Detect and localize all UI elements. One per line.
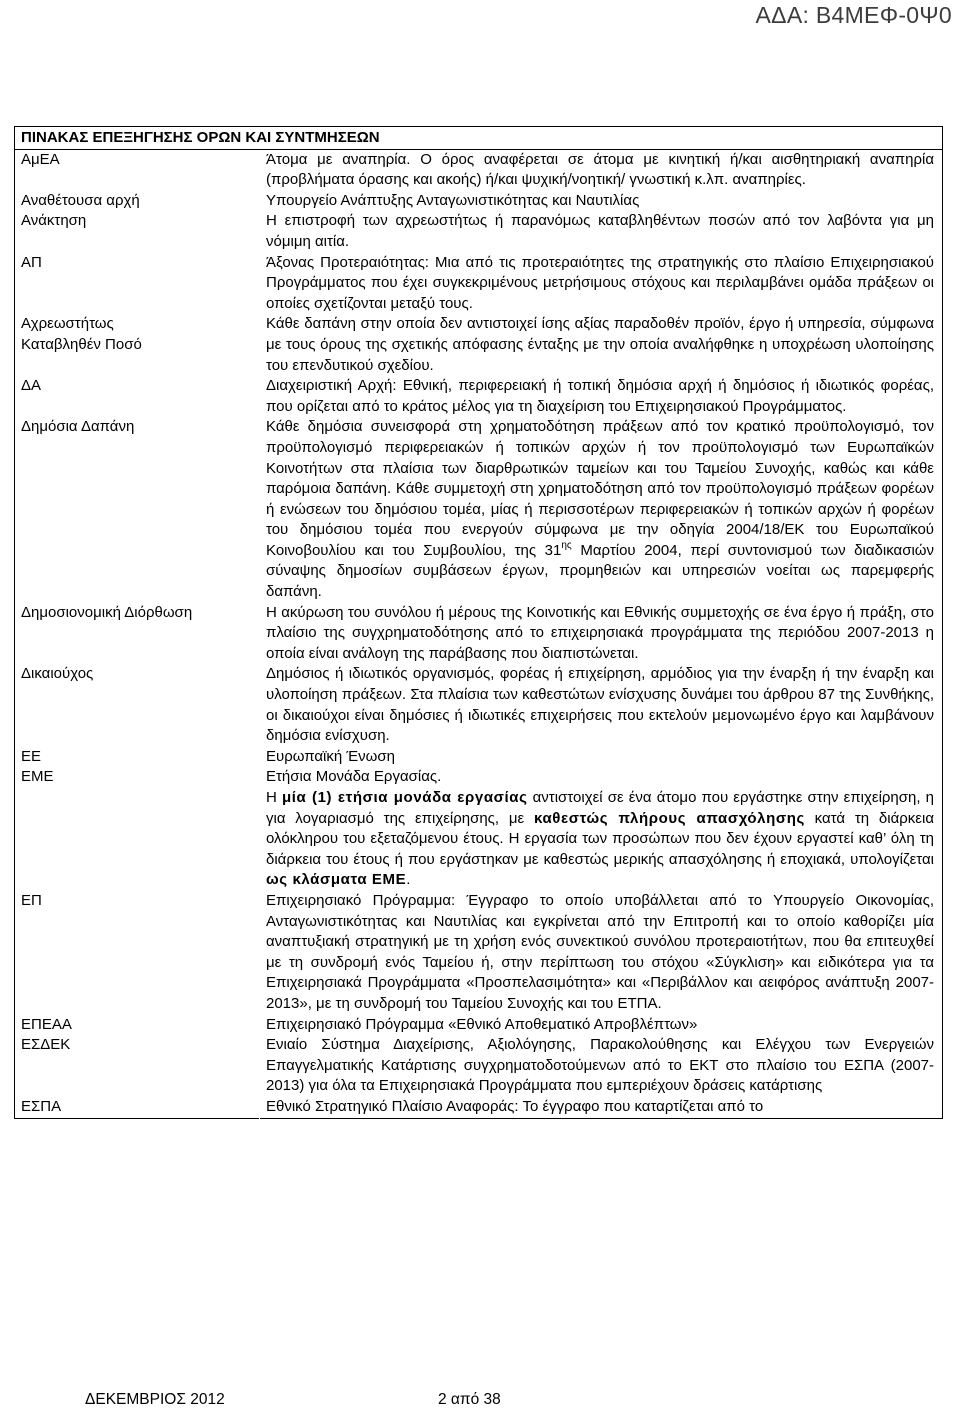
- table-row: [15, 1035, 943, 1097]
- term-eme: ΕΜΕ: [21, 768, 54, 786]
- def-ep: Επιχειρησιακό Πρόγραμμα: Έγγραφο το οποίο υποβάλλεται από το Υπουργείο Οικονομίας, Ανταγωνιστικότητας και Ναυτιλίας και εγκρίνεται από την Επιτροπή και το οποίο καθορίζει μία αναπτυξιακή στρατηγική με τη χρήση ενός συνεκτικού συνόλου προτεραιοτήτων, που θα επιτευχθεί με τη συνδρομή ενός Ταμείου ή, στην περίπτωση του στόχου «Σύγκλιση» και ειδικότερα για τα Επιχειρησιακά Προγράμματα «Προσπελασιμότητα» και «Περιβάλλον και αειφόρος ανάπτυξη 2007-2013», με τη συνδρομή του Ταμείου Συνοχής και του ΕΤΠΑ.: [260, 891, 943, 1015]
- def-ap: Άξονας Προτεραιότητας: Μια από τις προτεραιότητες της στρατηγικής στο πλαίσιο Επιχειρησιακού Προγράμματος που έχει συγκεκριμένους μετρήσιμους στόχους και περιλαμβάνει ομάδα πράξεων οι οποίες σχετίζονται μεταξύ τους.: [260, 253, 943, 315]
- def-anathetousa: Υπουργείο Ανάπτυξης Ανταγωνιστικότητας και Ναυτιλίας: [260, 191, 943, 212]
- term-amea: ΑμΕΑ: [21, 150, 60, 168]
- table-title: ΠΙΝΑΚΑΣ ΕΠΕΞΗΓΗΣΗΣ ΟΡΩΝ ΚΑΙ ΣΥΝΤΜΗΣΕΩΝ: [15, 127, 943, 150]
- def-eme-bold: καθεστώς πλήρους απασχόλησης: [534, 809, 805, 827]
- def-eme-bold: ως κλάσματα ΕΜΕ: [266, 871, 407, 889]
- def-eme-line: Ετήσια Μονάδα Εργασίας.: [266, 768, 442, 786]
- def-epea: Επιχειρησιακό Πρόγραμμα «Εθνικό Αποθεματικό Απροβλέπτων»: [260, 1015, 943, 1036]
- term-ep: ΕΠ: [21, 891, 42, 909]
- def-eme-text: αντιστοιχεί σε ένα άτομο που εργάστηκε στην επιχείρηση, η για λογαριασμό της επιχείρησης, με: [266, 789, 934, 827]
- term-epea: ΕΠΕΑΑ: [21, 1015, 72, 1033]
- table-row: [15, 253, 943, 315]
- def-dimosia-sup: ης: [561, 539, 572, 551]
- def-diorthosi: Η ακύρωση του συνόλου ή μέρους της Κοινοτικής και Εθνικής συμμετοχής σε ένα έργο ή πράξη, στο πλαίσιο της συγχρηματοδότησης από το επιχειρησιακά προγράμματα της περιόδου 2007-2013 η οποία είναι ανάλογη της παράβασης που διαπιστώνεται.: [260, 603, 943, 665]
- table-row: [15, 767, 943, 891]
- term-axreostitos-line2: Καταβληθέν Ποσό: [21, 335, 142, 353]
- def-ee: Ευρωπαϊκή Ένωση: [260, 747, 943, 768]
- term-dikaiouxos: Δικαιούχος: [21, 665, 94, 683]
- term-esdek: ΕΣΔΕΚ: [21, 1036, 71, 1054]
- table-row: [15, 1015, 943, 1036]
- footer-date: ΔΕΚΕΜΒΡΙΟΣ 2012: [85, 1391, 225, 1408]
- def-eme-text: Η: [266, 789, 282, 806]
- term-da: ΔΑ: [21, 377, 42, 395]
- table-row: [15, 314, 943, 376]
- table-row: [15, 664, 943, 746]
- table-row: [15, 191, 943, 212]
- table-row: [15, 1097, 943, 1118]
- table-row: [15, 891, 943, 1015]
- def-dimosia: [260, 417, 943, 602]
- def-eme-text: .: [406, 871, 411, 889]
- def-eme-text: κατά τη διάρκεια ολόκληρου του εξεταζόμενου έτους. Η εργασία των προσώπων που δεν έχουν εργαστεί καθ’ όλη τη διάρκεια του έτους ή που εργάστηκαν με καθεστώς μερικής απασχόλησης ή εποχιακά, υπολογίζεται: [266, 809, 934, 868]
- def-eme-paragraph: [266, 788, 934, 891]
- ada-code: ΑΔΑ: Β4ΜΕΦ-0Ψ0: [755, 2, 952, 28]
- table-row: [15, 417, 943, 602]
- table-row: [15, 211, 943, 252]
- term-anaktisi: Ανάκτηση: [21, 212, 87, 230]
- table-title-row: [15, 127, 943, 150]
- table-row: [15, 747, 943, 768]
- def-espa: Εθνικό Στρατηγικό Πλαίσιο Αναφοράς: Το έγγραφο που καταρτίζεται από το: [260, 1097, 943, 1118]
- term-ap: ΑΠ: [21, 253, 42, 271]
- footer-page-number: 2 από 38: [438, 1391, 501, 1408]
- def-eme-bold: μία (1) ετήσια μονάδα εργασίας: [281, 789, 528, 806]
- def-anaktisi: Η επιστροφή των αχρεωστήτως ή παρανόμως καταβληθέντων ποσών από τον λαβόντα για μη νόμιμη αιτία.: [260, 211, 943, 252]
- table-row: [15, 603, 943, 665]
- def-amea: Άτομα με αναπηρία. Ο όρος αναφέρεται σε άτομα με κινητική ή/και αισθητηριακή αναπηρία (προβλήματα όρασης και ακοής) ή/και ψυχική/νοητική/ γνωστική κ.λπ. αναπηρίες.: [260, 149, 943, 191]
- term-ee: ΕΕ: [21, 747, 42, 765]
- def-dikaiouxos: Δημόσιος ή ιδιωτικός οργανισμός, φορέας ή επιχείρηση, αρμόδιος για την έναρξη ή την έναρξη και υλοποίηση πράξεων. Στα πλαίσια των καθεστώτων ενίσχυσης δυνάμει του άρθρου 87 της Συνθήκης, οι δικαιούχοι είναι δημόσιες ή ιδιωτικές επιχειρήσεις που εκτελούν μεμονωμένο έργο και λαμβάνουν δημόσια ενίσχυση.: [260, 664, 943, 746]
- term-espa: ΕΣΠΑ: [21, 1097, 62, 1115]
- def-eme: [260, 767, 943, 891]
- term-anathetousa: Αναθέτουσα αρχή: [21, 191, 140, 209]
- def-axreostitos: Κάθε δαπάνη στην οποία δεν αντιστοιχεί ίσης αξίας παραδοθέν προϊόν, έργο ή υπηρεσία, σύμφωνα με τους όρους της σχετικής απόφασης ένταξης με την οποία αναλήφθηκε η υποχρέωση υλοποίησης του επενδυτικού σχεδίου.: [260, 314, 943, 376]
- term-dimosia: Δημόσια Δαπάνη: [21, 418, 135, 436]
- def-dimosia-a: Κάθε δημόσια συνεισφορά στη χρηματοδότηση πράξεων από τον κρατικό προϋπολογισμό, τον προϋπολογισμό περιφερειακών ή τοπικών αρχών ή τον προϋπολογισμό των Ευρωπαϊκών Κοινοτήτων στα πλαίσια των διαρθρωτικών ταμείων και του Ταμείου Συνοχής, καθώς και κάθε παρόμοια δαπάνη. Κάθε συμμετοχή στη χρηματοδότηση από τον προϋπολογισμό πράξεων φορέων ή ενώσεων του δημόσιου τομέα, μίας ή περισσοτέρων περιφερειακών ή τοπικών αρχών ή φορέων του δημόσιου τομέα που ενεργούν σύμφωνα με την οδηγία 2004/18/ΕΚ του Ευρωπαϊκού Κοινοβουλίου και του Συμβουλίου, της 31: [266, 418, 934, 559]
- def-esdek: Ενιαίο Σύστημα Διαχείρισης, Αξιολόγησης, Παρακολούθησης και Ελέγχου των Ενεργειών Επαγγελματικής Κατάρτισης συγχρηματοδοτούμενων από το ΕΚΤ στο πλαίσιο του ΕΣΠΑ (2007-2013) για όλα τα Επιχειρησιακά Προγράμματα που εμπεριέχουν δράσεις κατάρτισης: [260, 1035, 943, 1097]
- table-row: [15, 376, 943, 417]
- glossary-table: [14, 126, 943, 1119]
- term-axreostitos: [15, 314, 260, 376]
- term-axreostitos-line1: Αχρεωστήτως: [21, 315, 114, 333]
- def-dimosia-b: Μαρτίου 2004, περί συντονισμού των διαδικασιών σύναψης δημοσίων συμβάσεων έργων, προμηθειών και υπηρεσιών νοείται ως παρεμφερής δαπάνη.: [266, 541, 934, 601]
- def-da: Διαχειριστική Αρχή: Εθνική, περιφερειακή ή τοπική δημόσια αρχή ή δημόσιος ή ιδιωτικός φορέας, που ορίζεται από το κράτος μέλος για τη διαχείριση του Επιχειρησιακού Προγράμματος.: [260, 376, 943, 417]
- table-row: [15, 149, 943, 191]
- term-diorthosi: Δημοσιονομική Διόρθωση: [21, 603, 193, 621]
